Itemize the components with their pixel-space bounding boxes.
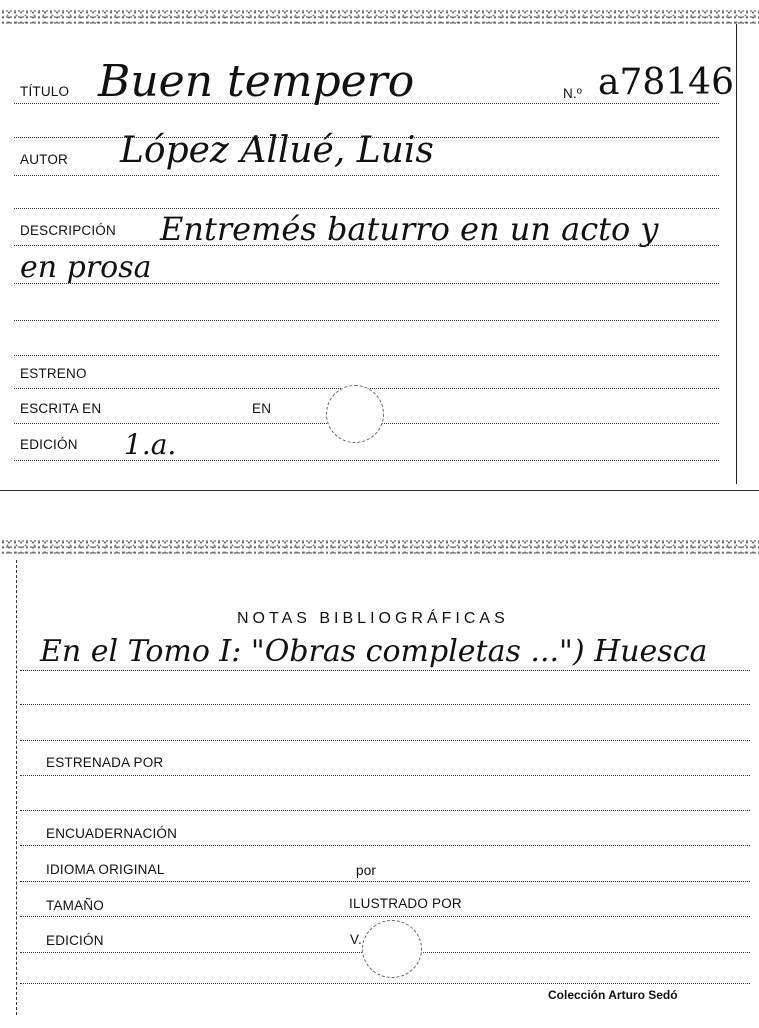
v-label: V. (350, 932, 362, 947)
notas-heading: NOTAS BIBLIOGRÁFICAS (237, 610, 509, 627)
numero-label: N.º (563, 86, 583, 101)
rule-b2 (20, 704, 750, 705)
descripcion-label: DESCRIPCIÓN (20, 223, 116, 238)
rule-b10 (20, 983, 750, 984)
rule-8 (14, 355, 719, 356)
rule-b5 (20, 810, 750, 811)
en-label: EN (252, 401, 272, 416)
encuadernacion-label: ENCUADERNACIÓN (46, 826, 178, 841)
collection-label: Colección Arturo Sedó (548, 988, 678, 1002)
tamano-rule (20, 916, 750, 917)
card-bottom-edge (0, 490, 759, 491)
punch-hole (326, 385, 384, 443)
numero-value: a78146 (598, 62, 734, 103)
rule-6 (14, 283, 719, 284)
card-top-edge (0, 10, 759, 26)
autor-value: López Allué, Luis (120, 130, 434, 171)
titulo-label: TÍTULO (20, 84, 70, 99)
titulo-value: Buen tempero (98, 56, 415, 107)
escrita-en-label: ESCRITA EN (20, 401, 102, 416)
autor-rule (14, 175, 719, 176)
estreno-label: ESTRENO (20, 366, 87, 381)
rule-4 (14, 208, 719, 209)
titulo-rule (14, 103, 719, 104)
punch-hole (362, 920, 422, 978)
idioma-rule (20, 881, 750, 882)
idioma-original-label: IDIOMA ORIGINAL (46, 862, 165, 877)
por-label: por (356, 863, 377, 878)
card-top-edge (0, 540, 759, 556)
descripcion-rule (14, 245, 719, 246)
edicion-back-label: EDICIÓN (46, 933, 104, 948)
edicion-label: EDICIÓN (20, 437, 78, 452)
catalog-card-front (0, 0, 759, 495)
estrenada-por-label: ESTRENADA POR (46, 755, 164, 770)
notas-value: En el Tomo I: "Obras completas ...") Huesca (40, 634, 708, 669)
card-right-border (736, 24, 737, 484)
estrenada-rule (20, 775, 750, 776)
catalog-card-back (0, 540, 759, 1028)
ilustrado-por-label: ILUSTRADO POR (349, 896, 462, 911)
tamano-label: TAMAÑO (46, 898, 104, 913)
notas-rule (20, 670, 750, 671)
card-left-border (16, 560, 17, 1015)
autor-label: AUTOR (20, 152, 69, 167)
rule-b3 (20, 740, 750, 741)
edicion-rule (14, 460, 719, 461)
encuadernacion-rule (20, 845, 750, 846)
rule-7 (14, 320, 719, 321)
edicion-value: 1.a. (124, 428, 177, 461)
descripcion-line-2: en prosa (20, 250, 152, 285)
descripcion-line-1: Entremés baturro en un acto y (160, 210, 659, 248)
